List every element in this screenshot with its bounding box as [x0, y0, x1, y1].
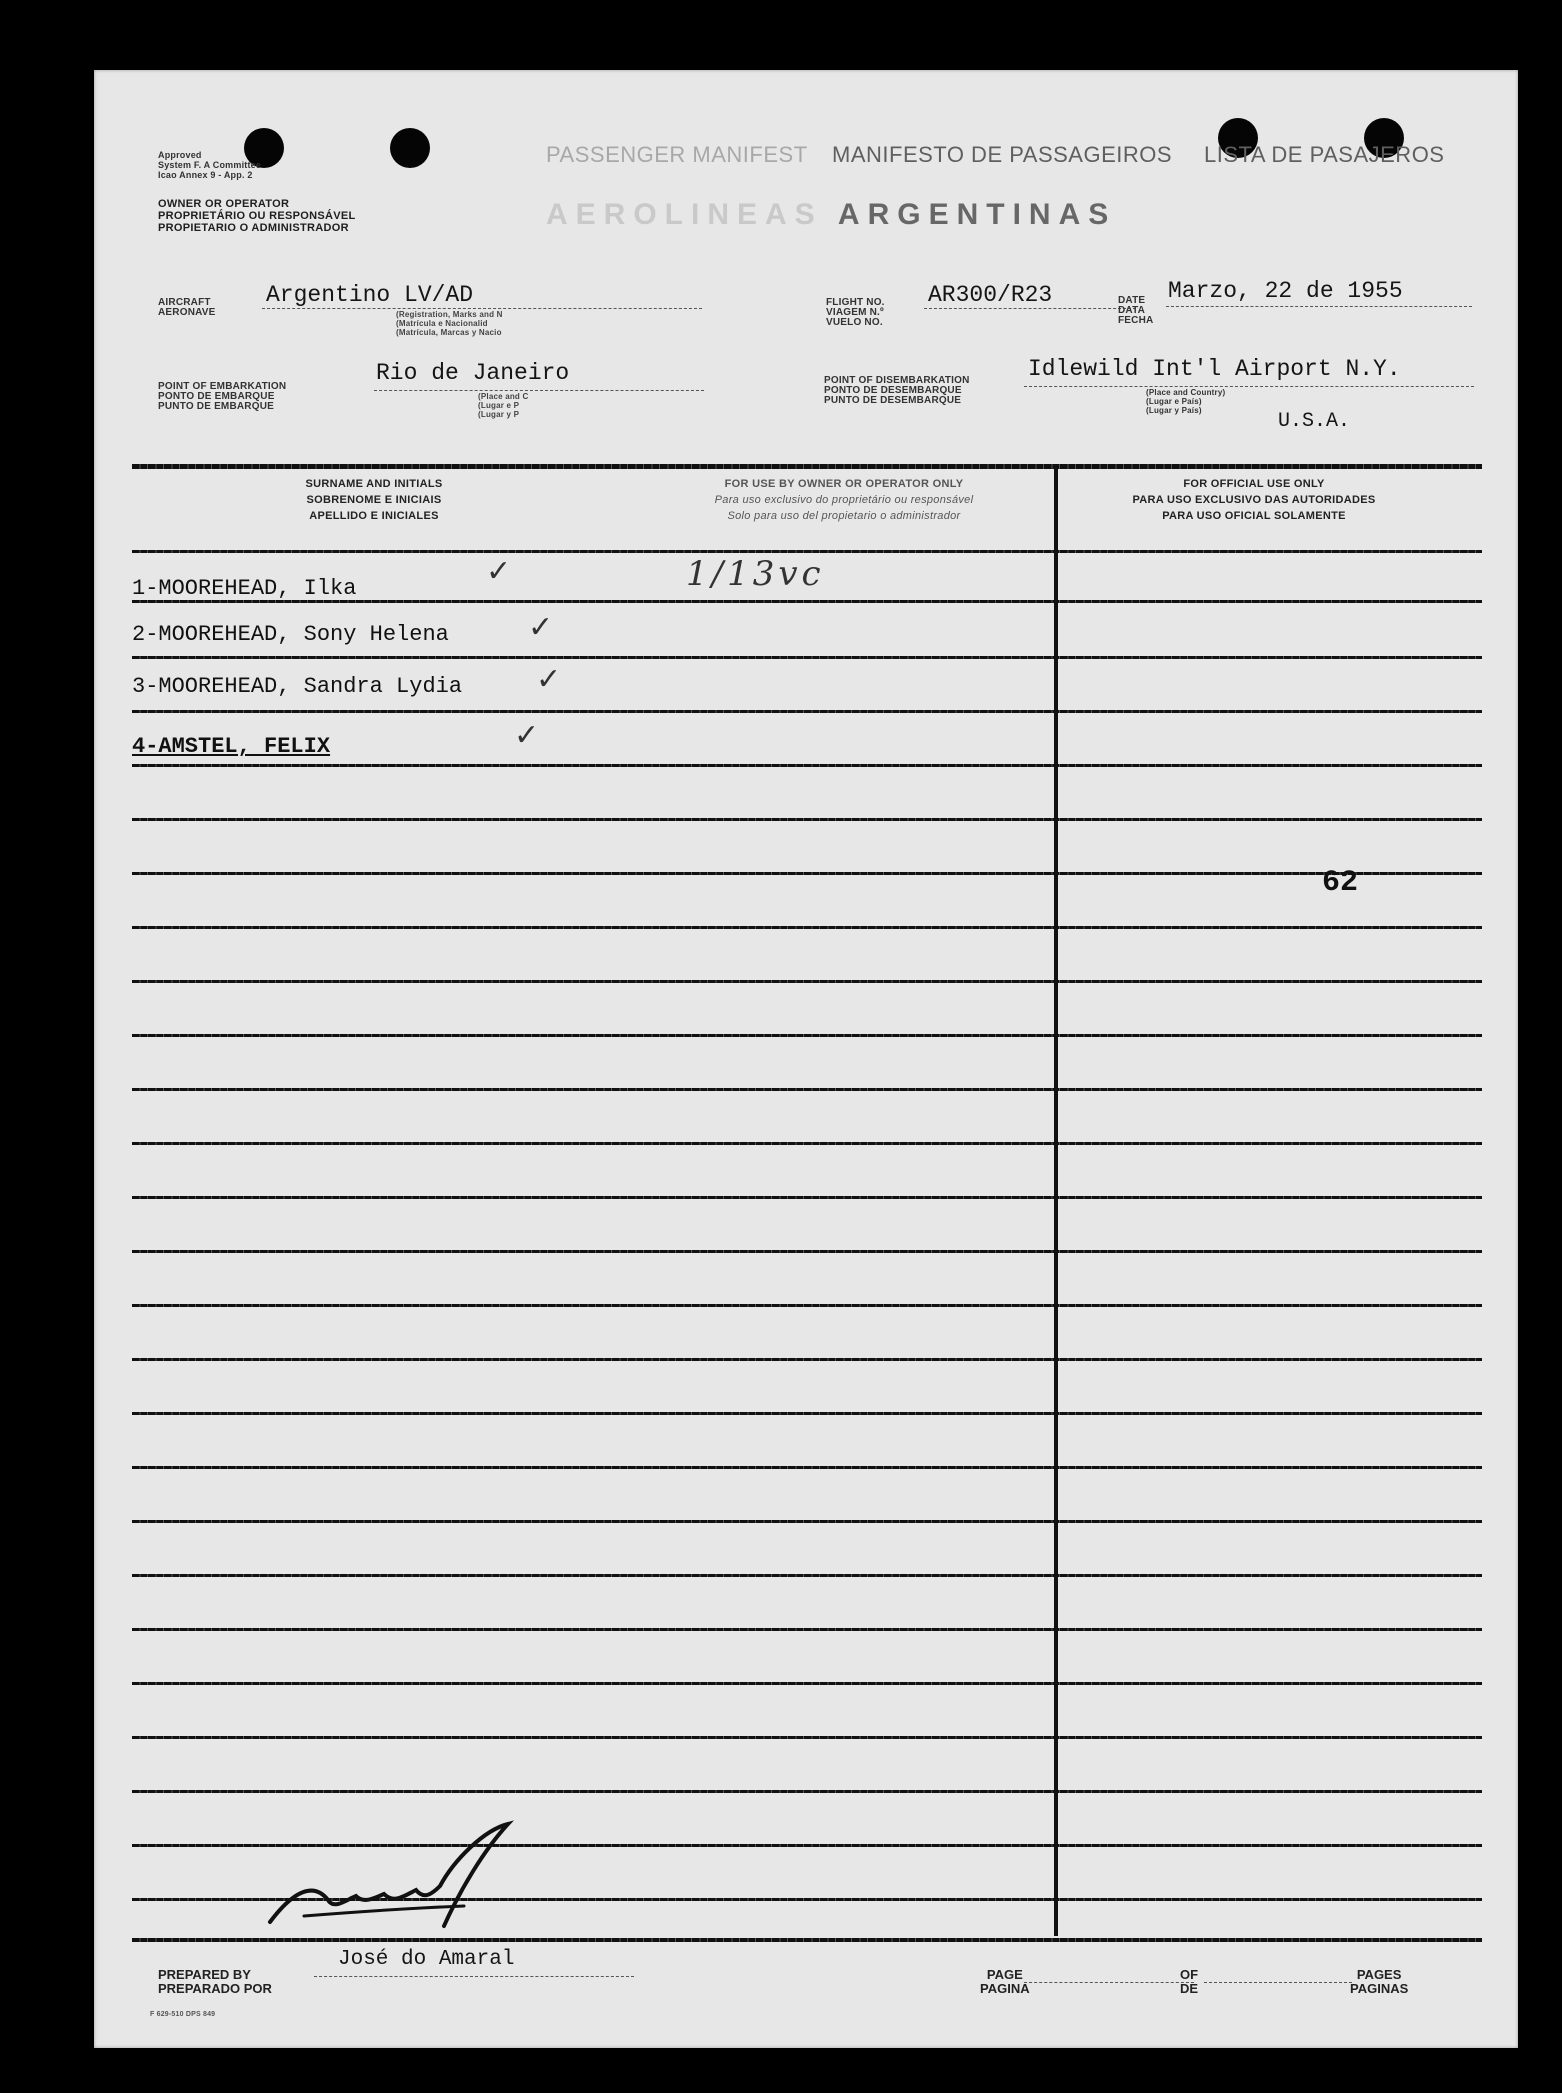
- aircraft-field-line: [262, 308, 702, 309]
- passenger-entry: 3-MOOREHEAD, Sandra Lydia: [132, 674, 463, 699]
- check-mark-icon: ✓: [536, 662, 562, 697]
- airline-name: AEROLINEAS ARGENTINAS: [546, 198, 1117, 231]
- row-rule: [132, 1412, 1482, 1415]
- row-rule: [132, 1628, 1482, 1631]
- preparer-signature: [264, 1820, 524, 1940]
- row-rule: [132, 656, 1482, 659]
- prepared-by-labels: PREPARED BY PREPARADO POR: [158, 1967, 272, 1996]
- flight-field-line: [924, 308, 1136, 309]
- date-field-line: [1166, 306, 1472, 307]
- embarkation-sub-labels: (Place and C (Lugar e P (Lugar y P: [478, 392, 529, 419]
- approval-note: Approved System F. A Committee Icao Annex 9 - App. 2: [158, 150, 262, 180]
- punch-hole: [390, 128, 430, 168]
- row-rule: [132, 818, 1482, 821]
- row-rule: [132, 1034, 1482, 1037]
- aircraft-sub-labels: (Registration, Marks and N (Matrícula e Nacionalid (Matrícula, Marcas y Nacio: [396, 310, 503, 337]
- owner-operator-labels: OWNER OR OPERATOR PROPRIETÁRIO OU RESPONSÁVEL PROPIETARIO O ADMINISTRADOR: [158, 198, 356, 234]
- aircraft-labels: AIRCRAFT AERONAVE: [158, 297, 216, 318]
- row-rule: [132, 1682, 1482, 1685]
- row-rule: [132, 1142, 1482, 1145]
- check-mark-icon: ✓: [486, 554, 512, 589]
- check-mark-icon: ✓: [514, 718, 540, 753]
- row-rule: [132, 1790, 1482, 1793]
- row-rule: [132, 1736, 1482, 1739]
- row-rule: [132, 1304, 1482, 1307]
- page-field-line: [1024, 1982, 1194, 1983]
- row-rule: [132, 1520, 1482, 1523]
- disembarkation-value: Idlewild Int'l Airport N.Y.: [1028, 356, 1401, 382]
- preparer-name: José do Amaral: [338, 1948, 515, 1971]
- passenger-entry: 1-MOOREHEAD, Ilka: [132, 576, 357, 601]
- row-rule: [132, 1196, 1482, 1199]
- row-rule: [132, 1466, 1482, 1469]
- disembarkation-sub-labels: (Place and Country) (Lugar e País) (Lugar y País): [1146, 388, 1226, 415]
- row-rule: [132, 980, 1482, 983]
- row-rule: [132, 764, 1482, 767]
- manifest-title-es: LISTA DE PASAJEROS: [1204, 142, 1445, 167]
- manifest-title-en: PASSENGER MANIFEST: [546, 142, 808, 167]
- passenger-entry: 4-AMSTEL, FELIX: [132, 734, 331, 759]
- row-rule: [132, 1358, 1482, 1361]
- of-field-line: [1204, 1982, 1352, 1983]
- embarkation-field-line: [374, 390, 704, 391]
- official-column-header: FOR OFFICIAL USE ONLY PARA USO EXCLUSIVO DAS AUTORIDADES PARA USO OFICIAL SOLAMENTE: [1132, 478, 1376, 522]
- surname-column-header: SURNAME AND INITIALS SOBRENOME E INICIAIS APELLIDO E INICIALES: [305, 478, 443, 522]
- row-rule: [132, 872, 1482, 875]
- flight-number: AR300/R23: [928, 282, 1053, 308]
- passenger-entry: 2-MOOREHEAD, Sony Helena: [132, 622, 449, 647]
- flight-labels: FLIGHT NO. VIAGEM N.º VUELO NO.: [826, 297, 885, 328]
- official-number: 62: [1322, 866, 1359, 900]
- table-top-rule: [132, 464, 1482, 469]
- disembarkation-labels: POINT OF DISEMBARKATION PONTO DE DESEMBARQUE PUNTO DE DESEMBARQUE: [824, 375, 970, 406]
- check-mark-icon: ✓: [528, 610, 554, 645]
- date-value: Marzo, 22 de 1955: [1168, 278, 1403, 304]
- operator-column-header: FOR USE BY OWNER OR OPERATOR ONLY Para uso exclusivo do proprietário ou responsável Solo para uso del propietario o administrador: [714, 478, 974, 522]
- date-labels: DATE DATA FECHA: [1118, 295, 1154, 326]
- pages-labels: PAGES PAGINAS: [1350, 1967, 1409, 1996]
- embarkation-labels: POINT OF EMBARKATION PONTO DE EMBARQUE PUNTO DE EMBARQUE: [158, 381, 287, 412]
- disembarkation-country: U.S.A.: [1278, 410, 1351, 433]
- row-rule: [132, 1574, 1482, 1577]
- row-rule: [132, 710, 1482, 713]
- embarkation-value: Rio de Janeiro: [376, 360, 570, 386]
- form-code: F 629-510 DPS 849: [150, 2011, 216, 2018]
- aircraft-value: Argentino LV/AD: [266, 282, 474, 308]
- row-rule: [132, 926, 1482, 929]
- operator-note: 1/13vc: [686, 554, 825, 594]
- page-labels: PAGE PAGINA: [980, 1967, 1030, 1996]
- row-rule: [132, 1088, 1482, 1091]
- manifest-title-pt: MANIFESTO DE PASSAGEIROS: [832, 142, 1173, 167]
- disembarkation-field-line: [1024, 386, 1474, 387]
- row-rule: [132, 550, 1482, 553]
- row-rule: [132, 1250, 1482, 1253]
- official-column-divider: [1054, 466, 1058, 1936]
- of-labels: OF DE: [1180, 1967, 1199, 1996]
- manifest-sheet: [94, 70, 1518, 2048]
- preparer-field-line: [314, 1976, 634, 1977]
